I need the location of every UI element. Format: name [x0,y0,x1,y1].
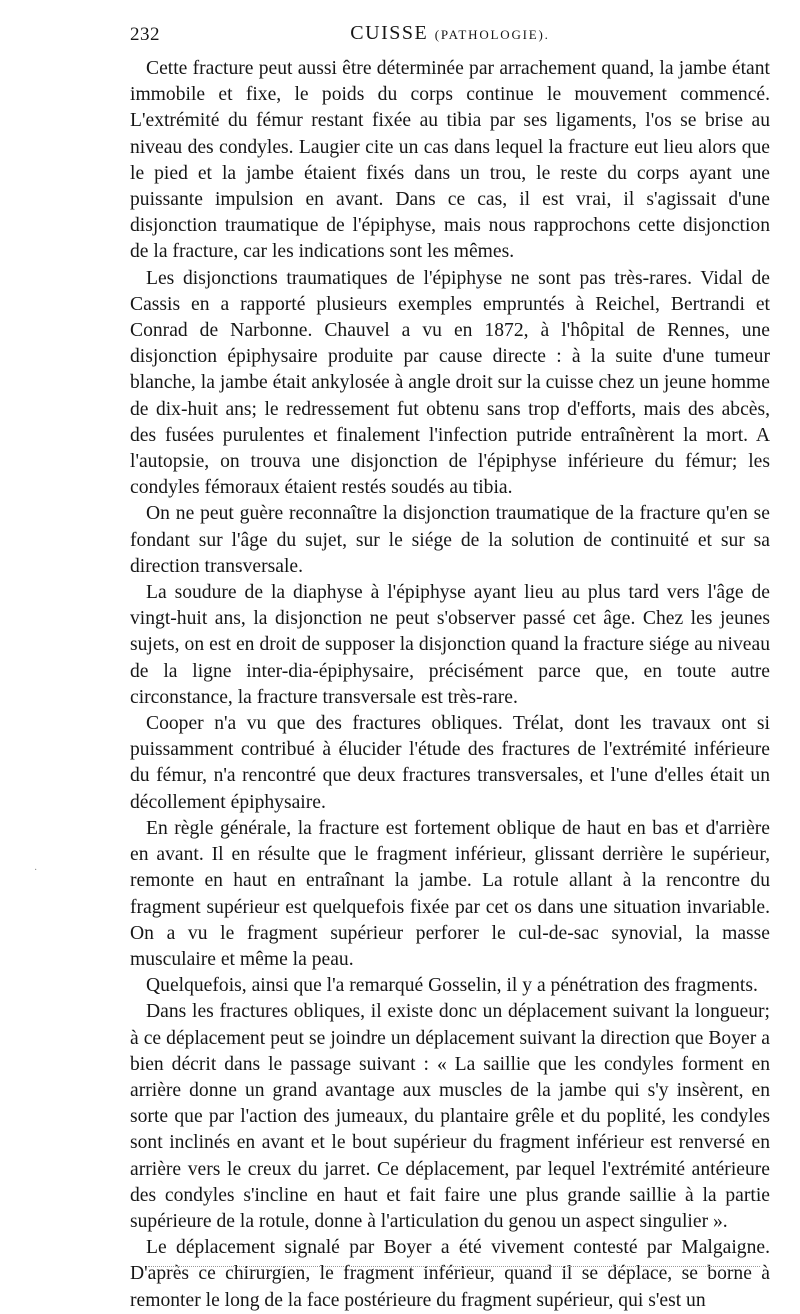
paragraph: On ne peut guère reconnaître la disjonction traumatique de la fracture qu'en se fondant sur l'âge du sujet, sur le siége de la solution de continuité et sur sa direction transversale. [130,503,770,577]
paragraph: Les disjonctions traumatiques de l'épiphyse ne sont pas très-rares. Vidal de Cassis en a rapporté plusieurs exemples empruntés à Reichel, Bertrandi et Conrad de Narbonne. Chauvel a vu en 1872, à l'hôpital de Rennes, une disjonction épiphysaire produite par cause directe : à la suite d'une tumeur blanche, la jambe était ankylosée à angle droit sur la cuisse chez un jeune homme de dix-huit ans; le redressement fut obtenu sans trop d'efforts, mais des abcès, des fusées purulentes et finalement l'infection putride entraînèrent la mort. A l'autopsie, on trouva une disjonction de l'épiphyse inférieure du fémur; les condyles fémoraux étaient restés soudés au tibia. [130,267,770,499]
paragraph: Cette fracture peut aussi être déterminée par arrachement quand, la jambe étant immobile et fixe, le poids du corps continue le mouvement commencé. L'extrémité du fémur restant fixée au tibia par ses ligaments, l'os se brise au niveau des condyles. Laugier cite un cas dans lequel la fracture eut lieu alors que le pied et la jambe étaient fixés dans un trou, le reste du corps ayant une puissante impulsion en avant. Dans ce cas, il est vrai, il s'agissait d'une disjonction traumatique de l'épiphyse, mais nous rapprochons cette disjonction de la fracture, car les indications sont les mêmes. [130,58,770,263]
paragraph: En règle générale, la fracture est fortement oblique de haut en bas et d'arrière en avant. Il en résulte que le fragment inférieur, glissant derrière le supérieur, remonte en haut en entraînant la jambe. La rotule allant à la rencontre du fragment supérieur est quelquefois fixée par cet os dans une situation invariable. On a vu le fragment supérieur perforer le cul-de-sac synovial, la masse musculaire et même la peau. [130,817,770,970]
margin-speck: · [34,865,38,876]
running-title [130,22,770,45]
running-title-main: CUISSE [350,22,429,44]
paragraph: Dans les fractures obliques, il existe donc un déplacement suivant la longueur; à ce déplacement peut se joindre un déplacement suivant la direction que Boyer a bien décrit dans le passage suivant : « La saillie que les condyles forment en arrière donne un grand avantage aux muscles de la jambe qui s'y insèrent, en sorte que par l'action des jumeaux, du plantaire grêle et du poplité, les condyles sont inclinés en avant et le bout supérieur du fragment inférieur est renversé en arrière vers le creux du jarret. Ce déplacement, par lequel l'extrémité antérieure des condyles s'incline en haut et fait faire une plus grande saillie à la partie supérieure de la rotule, donne à l'articulation du genou un aspect singulier ». [130,1001,770,1232]
paragraph: Cooper n'a vu que des fractures obliques. Trélat, dont les travaux ont si puissamment contribué à élucider l'étude des fractures de l'extrémité inférieure du fémur, n'a rencontré que deux fractures transversales, et l'une d'elles était un décollement épiphysaire. [130,713,770,813]
footer-dotted-rule [148,1266,760,1267]
paragraph: Quelquefois, ainsi que l'a remarqué Gosselin, il y a pénétration des fragments. [146,975,758,997]
running-title-sub: (PATHOLOGIE). [434,27,550,42]
paragraph: Le déplacement signalé par Boyer a été vivement contesté par Malgaigne. D'après ce chirurgien, le fragment inférieur, quand il se déplace, se borne à remonter le long de la face postérieure du fragment supérieur, qui s'est un [130,1237,770,1311]
page-number: 232 [130,24,160,45]
paragraph: La soudure de la diaphyse à l'épiphyse ayant lieu au plus tard vers l'âge de vingt-huit ans, la disjonction ne peut s'observer passé cet âge. Chez les jeunes sujets, on est en droit de supposer la disjonction quand la fracture siége au niveau de la ligne inter-dia-épiphysaire, précisément parce que, en toute autre circonstance, la fracture transversale est très-rare. [130,582,770,708]
running-header [130,20,770,54]
body-text [130,56,770,1314]
